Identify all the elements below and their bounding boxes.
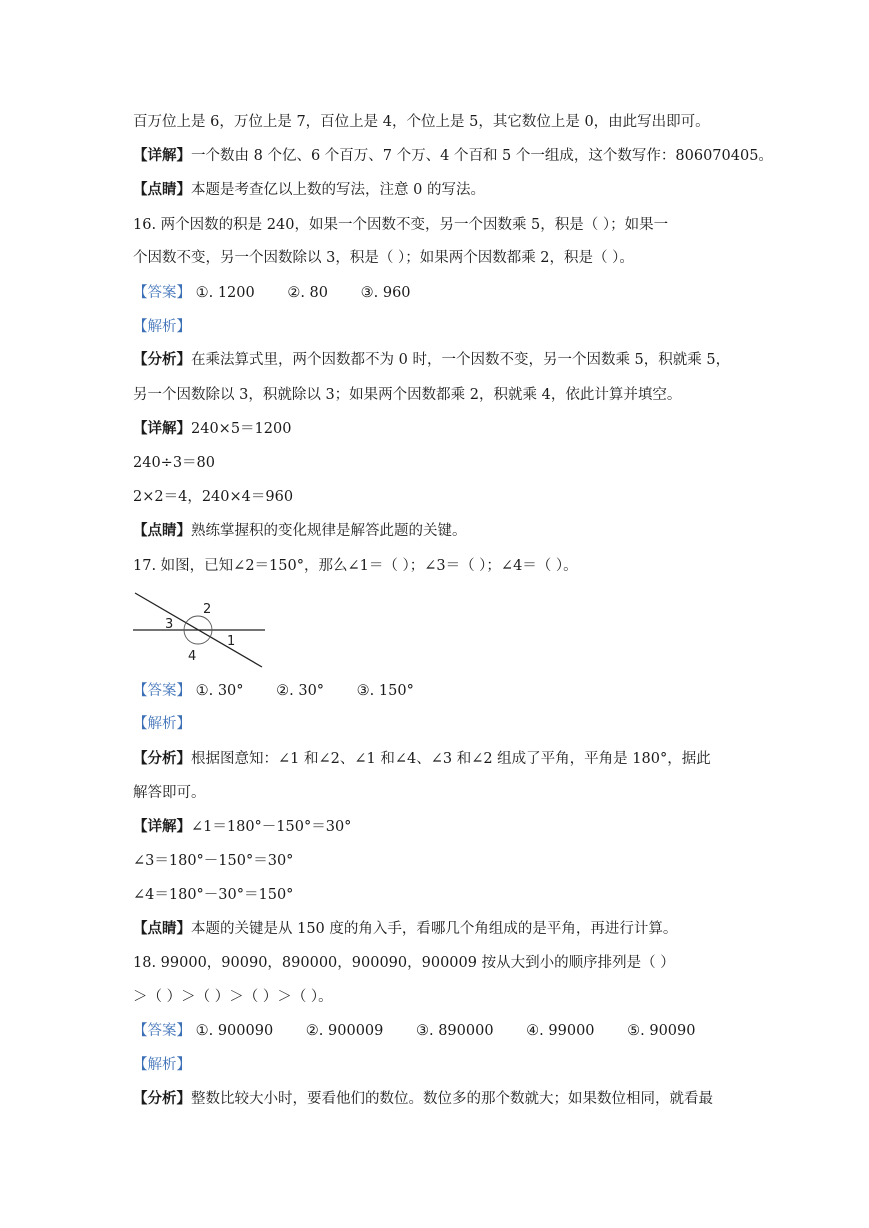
fenxi-text: 根据图意知：∠1 和∠2、∠1 和∠4、∠3 和∠2 组成了平角，平角是 180°，据此: [191, 751, 711, 767]
q16-fenxi-line1: [133, 350, 730, 370]
detail-line: [133, 146, 773, 166]
detail-tag: 【详解】: [133, 147, 191, 164]
q17-fenxi-line1: [133, 749, 711, 769]
answer-item: ②. 30°: [276, 683, 325, 699]
q16-stem-line1: 16. 两个因数的积是 240，如果一个因数不变，另一个因数乘 5，积是（ ）；如果一: [133, 217, 669, 233]
detail-text: ∠1＝180°－150°＝30°: [191, 819, 352, 835]
q16-stem-line2: 个因数不变，另一个因数除以 3，积是（ ）；如果两个因数都乘 2，积是（ ）。: [133, 250, 634, 266]
q16-comment-line: [133, 521, 467, 541]
fenxi-tag: 【分析】: [133, 1090, 191, 1107]
comment-tag: 【点睛】: [133, 522, 191, 539]
answer-item: ④. 99000: [526, 1023, 595, 1039]
fenxi-text: 在乘法算式里，两个因数都不为 0 时，一个因数不变，另一个因数乘 5，积就乘 5，: [191, 352, 731, 368]
answer-item: ③. 960: [360, 285, 411, 301]
q17-stem-line: 17. 如图，已知∠2＝150°，那么∠1＝（ ）；∠3＝（ ）；∠4＝（ ）。: [133, 558, 578, 574]
answer-tag: 【答案】: [133, 285, 191, 301]
analysis-tag: 【解析】: [133, 319, 191, 335]
fenxi-text: 整数比较大小时，要看他们的数位。数位多的那个数就大；如果数位相同，就看最: [191, 1091, 713, 1107]
detail-tag: 【详解】: [133, 420, 191, 437]
q17-xiangjie-line2: ∠3＝180°－150°＝30°: [133, 853, 294, 869]
q18-fenxi-line1: [133, 1089, 713, 1109]
label-angle-2: 2: [203, 602, 212, 617]
q17-analysis-line: [133, 714, 191, 734]
analysis-tag: 【解析】: [133, 716, 191, 732]
comment-text: 熟练掌握积的变化规律是解答此题的关键。: [191, 523, 467, 539]
answer-item: ①. 900090: [195, 1023, 274, 1039]
q18-stem-line2: ＞（ ）＞（ ）＞（ ）＞（ ）。: [133, 989, 333, 1005]
q18-stem-line1: 18. 99000，90090，890000，900090，900009 按从大到小的顺序排列是（ ）: [133, 955, 675, 971]
analysis-tag: 【解析】: [133, 1057, 191, 1073]
label-angle-1: 1: [227, 634, 236, 649]
answer-item: ②. 900009: [305, 1023, 384, 1039]
q16-xiangjie-line1: [133, 419, 291, 439]
answer-item: ①. 30°: [195, 683, 244, 699]
comment-tag: 【点睛】: [133, 920, 191, 937]
answer-tag: 【答案】: [133, 1023, 191, 1039]
answer-item: ①. 1200: [195, 285, 255, 301]
fenxi-tag: 【分析】: [133, 750, 191, 767]
q17-xiangjie-line3: ∠4＝180°－30°＝150°: [133, 887, 294, 903]
q16-answer-line: [133, 283, 439, 303]
answer-item: ②. 80: [287, 285, 329, 301]
q18-answer-line: [133, 1021, 724, 1041]
q16-fenxi-line2: 另一个因数除以 3，积就除以 3；如果两个因数都乘 2，积就乘 4，依此计算并填空。: [133, 387, 682, 403]
answer-tag: 【答案】: [133, 683, 191, 699]
text-line: 百万位上是 6，万位上是 7，百位上是 4，个位上是 5，其它数位上是 0，由此写出即可。: [133, 114, 710, 130]
q16-xiangjie-line2: 240÷3＝80: [133, 455, 216, 471]
q17-xiangjie-line1: [133, 817, 351, 837]
label-angle-4: 4: [188, 649, 197, 664]
detail-tag: 【详解】: [133, 818, 191, 835]
q16-xiangjie-line3: 2×2＝4，240×4＝960: [133, 489, 294, 505]
q17-answer-line: [133, 681, 442, 701]
comment-tag: 【点睛】: [133, 181, 191, 198]
q16-analysis-line: [133, 317, 191, 337]
detail-text: 240×5＝1200: [191, 421, 292, 437]
angle-figure: [133, 589, 273, 671]
q17-fenxi-line2: 解答即可。: [133, 785, 206, 801]
q18-analysis-line: [133, 1055, 191, 1075]
answer-item: ⑤. 90090: [627, 1023, 696, 1039]
comment-line: [133, 180, 485, 200]
answer-item: ③. 150°: [356, 683, 414, 699]
label-angle-3: 3: [165, 617, 174, 632]
fenxi-tag: 【分析】: [133, 351, 191, 368]
q17-comment-line: [133, 919, 677, 939]
answer-item: ③. 890000: [415, 1023, 494, 1039]
detail-text: 一个数由 8 个亿、6 个百万、7 个万、4 个百和 5 个一组成，这个数写作：806070405。: [191, 148, 773, 164]
comment-text: 本题是考查亿以上数的写法，注意 0 的写法。: [191, 182, 485, 198]
comment-text: 本题的关键是从 150 度的角入手，看哪几个角组成的是平角，再进行计算。: [191, 921, 678, 937]
